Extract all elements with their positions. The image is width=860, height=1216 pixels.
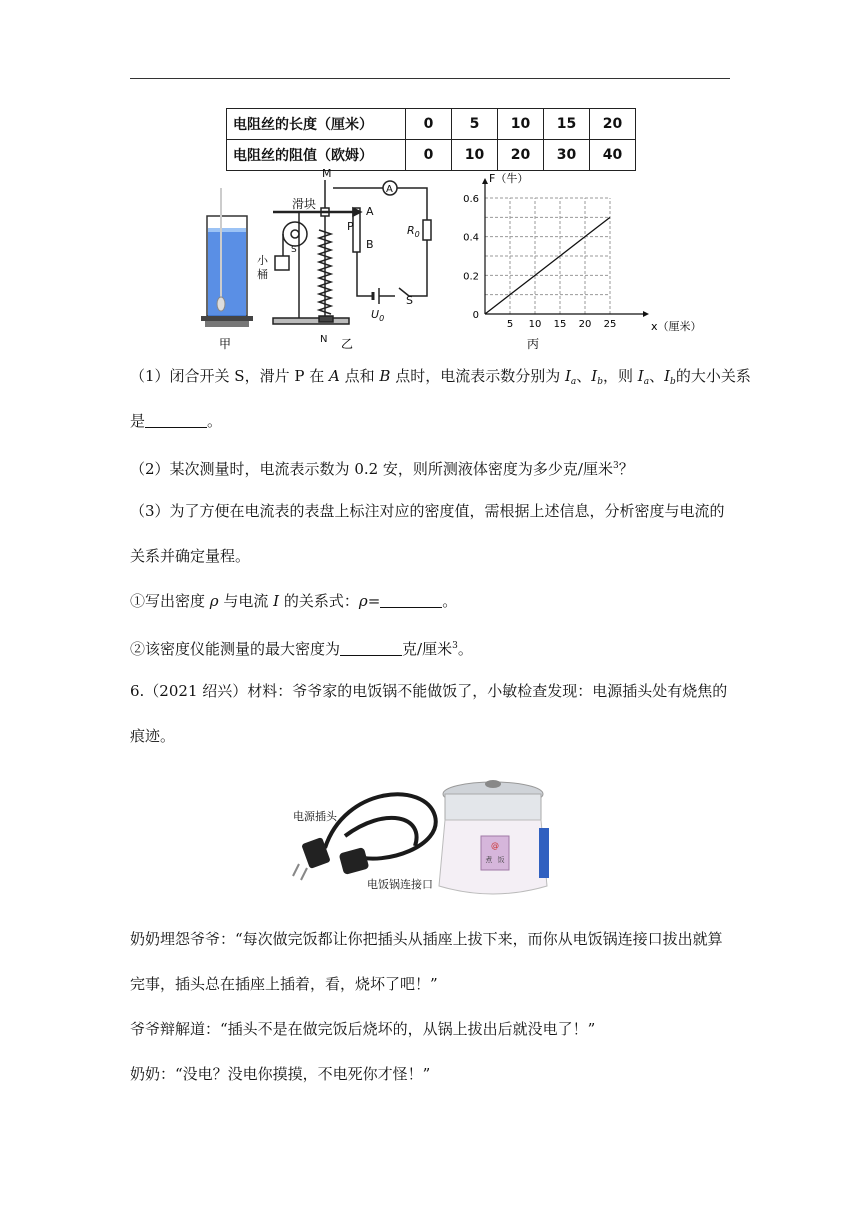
question-3-2: ②该密度仪能测量的最大密度为 克/厘米$^3$。 xyxy=(130,640,473,658)
rice-cooker-image xyxy=(439,780,549,894)
plug-label: 电源插头 xyxy=(293,810,337,823)
y-tick-label: 0.6 xyxy=(463,194,479,205)
dialog-line1: 奶奶埋怨爷爷：“每次做完饭都让你把插头从插座上拔下来，而你从电饭锅连接口拔出就算 xyxy=(130,930,723,948)
y-axis-label: F（牛） xyxy=(489,172,529,185)
label-P: P xyxy=(347,220,354,233)
question-1-line1: （1）闭合开关 S，滑片 P 在 A 点和 B 点时，电流表示数分别为 $I_a$、$I_b$，则 $I_a$、$I_b$的大小关系 xyxy=(130,367,751,387)
experiment-figure xyxy=(195,167,702,352)
table-row xyxy=(227,109,636,140)
power-cord-image xyxy=(293,794,436,880)
panel-logo: @ xyxy=(491,841,499,850)
series-line xyxy=(485,217,610,314)
y-tick-label: 0 xyxy=(472,310,479,321)
label-N: N xyxy=(320,334,328,345)
answer-blank[interactable] xyxy=(340,641,402,656)
rice-cooker-photo xyxy=(285,776,575,904)
dialog-line3: 爷爷辩解道：“插头不是在做完饭后烧坏的，从锅上拔出后就没电了！” xyxy=(130,1020,596,1038)
y-tick-label: 0.4 xyxy=(463,232,479,244)
x-tick-label: 25 xyxy=(603,319,617,330)
label-B: B xyxy=(366,238,374,251)
question-1-line2: 是 。 xyxy=(130,412,223,430)
force-length-graph xyxy=(463,171,701,333)
table-cell: 5 xyxy=(452,109,498,140)
connector-label: 电饭锅连接口 xyxy=(367,878,433,891)
label-U0: $U_0$ xyxy=(371,308,385,323)
x-tick-label: 5 xyxy=(506,319,514,330)
table-header-cell: 电阻丝的阻值（欧姆） xyxy=(227,140,406,171)
question-6-line1: 6.（2021 绍兴）材料：爷爷家的电饭锅不能做饭了，小敏检查发现：电源插头处有烧焦的 xyxy=(130,682,728,700)
label-M: M xyxy=(322,167,332,180)
ammeter-icon: A xyxy=(386,184,393,195)
question-3-line1: （3）为了方便在电流表的表盘上标注对应的密度值，需根据上述信息，分析密度与电流的 xyxy=(130,502,725,520)
cylinder-jia xyxy=(201,188,253,327)
dialog-line4: 奶奶：“没电？没电你摸摸，不电死你才怪！” xyxy=(130,1065,431,1083)
x-tick-label: 20 xyxy=(578,319,592,330)
y-axis-arrow xyxy=(482,178,488,184)
table-cell: 10 xyxy=(498,109,544,140)
label-bucket-1: 小 xyxy=(257,254,268,267)
x-axis-arrow xyxy=(643,311,649,317)
table-cell: 40 xyxy=(590,140,636,171)
table-cell: 0 xyxy=(406,140,452,171)
table-cell: 0 xyxy=(406,109,452,140)
resistance-table xyxy=(226,108,636,171)
label-bing: 丙 xyxy=(526,337,540,351)
label-A: A xyxy=(366,205,374,218)
y-tick-label: 0.2 xyxy=(463,271,479,283)
question-3-1: ①写出密度 ρ 与电流 I 的关系式：ρ= 。 xyxy=(130,592,458,610)
dialog-line2: 完事，插头总在插座上插着，看，烧坏了吧！” xyxy=(130,975,438,993)
label-jia: 甲 xyxy=(218,337,232,351)
table-cell: 20 xyxy=(498,140,544,171)
label-yi: 乙 xyxy=(340,337,354,351)
table-cell: 15 xyxy=(544,109,590,140)
label-R0: $R_0$ xyxy=(407,224,420,239)
x-tick-label: 10 xyxy=(528,319,542,330)
table-cell: 30 xyxy=(544,140,590,171)
question-3-line2: 关系并确定量程。 xyxy=(130,547,251,565)
answer-blank[interactable] xyxy=(380,593,442,608)
label-slider: 滑块 xyxy=(292,197,317,211)
label-S-switch: S xyxy=(406,294,413,307)
table-cell: 10 xyxy=(452,140,498,171)
question-2: （2）某次测量时，电流表示数为 0.2 安，则所测液体密度为多少克/厘米$^3$？ xyxy=(130,460,634,478)
panel-label-a: 煮 xyxy=(485,856,493,864)
x-axis-label: x（厘米） xyxy=(651,320,702,333)
answer-blank[interactable] xyxy=(145,413,207,428)
question-6-line2: 痕迹。 xyxy=(130,727,176,745)
table-cell: 20 xyxy=(590,109,636,140)
table-header-cell: 电阻丝的长度（厘米） xyxy=(227,109,406,140)
panel-label-b: 饭 xyxy=(497,856,505,864)
table-row xyxy=(227,140,636,171)
header-rule xyxy=(130,78,730,79)
label-S-pulley: S xyxy=(291,245,297,255)
label-bucket-2: 桶 xyxy=(257,268,268,281)
x-tick-label: 15 xyxy=(553,319,567,330)
